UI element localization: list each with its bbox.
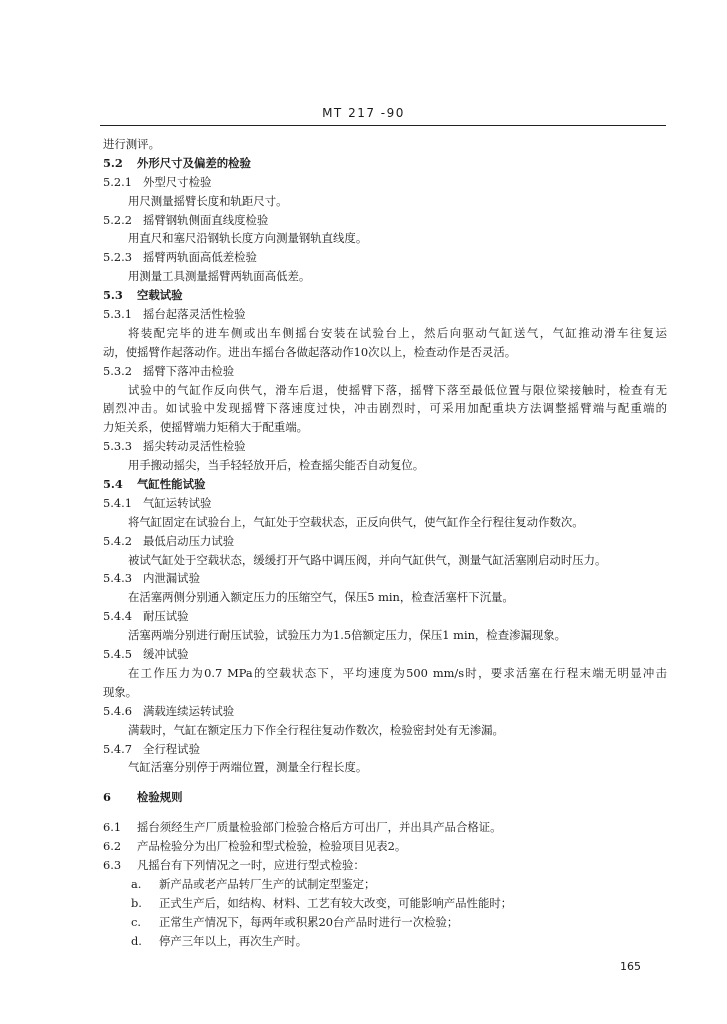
clause-heading-5-4-5 bbox=[103, 645, 667, 664]
paragraph-line: 气缸活塞分别停于两端位置，测量全行程长度。 bbox=[128, 760, 368, 775]
clause-heading-5-3-3 bbox=[103, 437, 667, 456]
clause-title: 摇臂两轨面高低差检验 bbox=[143, 250, 257, 265]
clause-number: 5.2.3 bbox=[103, 250, 132, 265]
clause-6-3 bbox=[103, 856, 667, 875]
paragraph-line: 将装配完毕的进车侧或出车侧摇台安装在试验台上，然后向驱动气缸送气，气缸推动滑车往复运 bbox=[128, 325, 667, 340]
standard-code: MT 217 -90 bbox=[322, 106, 405, 120]
list-marker: b. bbox=[131, 895, 142, 910]
document-body bbox=[103, 135, 667, 950]
paragraph-line: 用直尺和塞尺沿钢轨长度方向测量钢轨直线度。 bbox=[128, 231, 368, 246]
paragraph-line: 被试气缸处于空载状态，缓缓打开气路中调压阀，并向气缸供气，测量气缸活塞刚启动时压力。 bbox=[128, 552, 607, 567]
paragraph-line: 剧烈冲击。如试验中发现摇臂下落速度过快，冲击剧烈时，可采用加配重块方法调整摇臂端与配重端的 bbox=[103, 401, 667, 416]
section-heading-5-4 bbox=[103, 475, 667, 494]
section-number: 5.3 bbox=[103, 288, 123, 303]
clause-number: 5.4.3 bbox=[103, 571, 132, 586]
clause-title: 全行程试验 bbox=[143, 741, 200, 756]
clause-title: 外型尺寸检验 bbox=[143, 174, 212, 189]
header-rule bbox=[100, 125, 666, 126]
clause-heading-5-3-1 bbox=[103, 305, 667, 324]
clause-heading-5-4-1 bbox=[103, 494, 667, 513]
clause-number: 5.4.7 bbox=[103, 741, 132, 756]
clause-heading-5-2-2 bbox=[103, 211, 667, 230]
section-title: 气缸性能试验 bbox=[137, 477, 206, 492]
list-item-d bbox=[103, 932, 667, 951]
clause-text: 产品检验分为出厂检验和型式检验，检验项目见表2。 bbox=[137, 839, 407, 854]
section-title: 外形尺寸及偏差的检验 bbox=[137, 155, 251, 170]
clause-number: 5.4.5 bbox=[103, 647, 132, 662]
clause-title: 摇台起落灵活性检验 bbox=[143, 307, 246, 322]
section-number: 6 bbox=[103, 790, 111, 805]
paragraph-line: 活塞两端分别进行耐压试验，试验压力为1.5倍额定压力，保压1 min，检查渗漏现象。 bbox=[128, 628, 567, 643]
clause-title: 摇尖转动灵活性检验 bbox=[143, 439, 246, 454]
list-item-text: 正式生产后，如结构、材料、工艺有较大改变，可能影响产品性能时； bbox=[159, 895, 513, 910]
paragraph-line: 试验中的气缸作反向供气，滑车后退，使摇臂下落，摇臂下落至最低位置与限位梁接触时，检查有无 bbox=[128, 382, 667, 397]
clause-title: 摇臂下落冲击检验 bbox=[143, 363, 235, 378]
paragraph-line: 现象。 bbox=[103, 684, 138, 699]
page-number: 165 bbox=[620, 960, 641, 973]
clause-number: 5.2.1 bbox=[103, 174, 132, 189]
section-title: 空载试验 bbox=[137, 288, 183, 303]
clause-number: 6.2 bbox=[103, 839, 122, 854]
clause-heading-5-4-6 bbox=[103, 702, 667, 721]
list-marker: d. bbox=[131, 933, 142, 948]
clause-title: 气缸运转试验 bbox=[143, 495, 212, 510]
clause-number: 5.4.2 bbox=[103, 533, 132, 548]
section-heading-5-3 bbox=[103, 286, 667, 305]
paragraph-line: 在工作压力为0.7 MPa的空载状态下，平均速度为500 mm/s时，要求活塞在行程末端无明显冲击 bbox=[128, 665, 667, 680]
list-item-text: 正常生产情况下，每两年或积累20台产品时进行一次检验； bbox=[159, 914, 459, 929]
paragraph-line: 用手搬动摇尖，当手轻轻放开后，检查摇尖能否自动复位。 bbox=[128, 458, 425, 473]
section-heading-6 bbox=[103, 788, 667, 807]
section-number: 5.2 bbox=[103, 155, 123, 170]
clause-6-1 bbox=[103, 818, 667, 837]
clause-title: 耐压试验 bbox=[143, 609, 189, 624]
paragraph-line: 在活塞两侧分别通入额定压力的压缩空气，保压5 min，检查活塞杆下沉量。 bbox=[128, 590, 514, 605]
clause-title: 缓冲试验 bbox=[143, 647, 189, 662]
clause-number: 5.2.2 bbox=[103, 212, 132, 227]
list-marker: a. bbox=[131, 876, 142, 891]
clause-number: 5.3.3 bbox=[103, 439, 132, 454]
list-item-text: 停产三年以上，再次生产时。 bbox=[159, 933, 308, 948]
clause-heading-5-2-3 bbox=[103, 248, 667, 267]
clause-heading-5-3-2 bbox=[103, 362, 667, 381]
clause-heading-5-2-1 bbox=[103, 173, 667, 192]
clause-number: 5.4.1 bbox=[103, 495, 132, 510]
clause-title: 满载连续运转试验 bbox=[143, 703, 235, 718]
clause-number: 5.3.2 bbox=[103, 363, 132, 378]
section-heading-5-2 bbox=[103, 154, 667, 173]
paragraph-line: 用尺测量摇臂长度和轨距尺寸。 bbox=[128, 193, 288, 208]
clause-number: 5.4.6 bbox=[103, 703, 132, 718]
list-item-text: 新产品或老产品转厂生产的试制定型鉴定； bbox=[159, 876, 376, 891]
clause-number: 6.1 bbox=[103, 820, 122, 835]
list-item-a bbox=[103, 875, 667, 894]
paragraph-line: 满载时，气缸在额定压力下作全行程往复动作数次，检验密封处有无渗漏。 bbox=[128, 722, 504, 737]
paragraph-line: 将气缸固定在试验台上，气缸处于空载状态，正反向供气，使气缸作全行程往复动作数次。 bbox=[128, 514, 584, 529]
clause-number: 5.3.1 bbox=[103, 307, 132, 322]
section-number: 5.4 bbox=[103, 477, 123, 492]
clause-heading-5-4-7 bbox=[103, 740, 667, 759]
paragraph-line: 力矩关系，使摇臂端力矩稍大于配重端。 bbox=[103, 420, 309, 435]
clause-number: 5.4.4 bbox=[103, 609, 132, 624]
list-item-c bbox=[103, 913, 667, 932]
clause-heading-5-4-4 bbox=[103, 607, 667, 626]
list-marker: c. bbox=[131, 914, 142, 929]
list-item-b bbox=[103, 894, 667, 913]
clause-title: 摇臂钢轨侧面直线度检验 bbox=[143, 212, 269, 227]
clause-number: 6.3 bbox=[103, 857, 122, 872]
clause-text: 凡摇台有下列情况之一时，应进行型式检验： bbox=[137, 857, 365, 872]
clause-6-2 bbox=[103, 837, 667, 856]
paragraph-line: 进行测评。 bbox=[103, 137, 160, 151]
clause-heading-5-4-2 bbox=[103, 532, 667, 551]
paragraph-line: 动，使摇臂作起落动作。进出车摇台各做起落动作10次以上，检查动作是否灵活。 bbox=[103, 344, 517, 359]
clause-text: 摇台须经生产厂质量检验部门检验合格后方可出厂，并出具产品合格证。 bbox=[137, 820, 502, 835]
clause-title: 内泄漏试验 bbox=[143, 571, 200, 586]
paragraph-line: 用测量工具测量摇臂两轨面高低差。 bbox=[128, 269, 311, 284]
section-title: 检验规则 bbox=[137, 790, 183, 805]
clause-title: 最低启动压力试验 bbox=[143, 533, 235, 548]
clause-heading-5-4-3 bbox=[103, 569, 667, 588]
